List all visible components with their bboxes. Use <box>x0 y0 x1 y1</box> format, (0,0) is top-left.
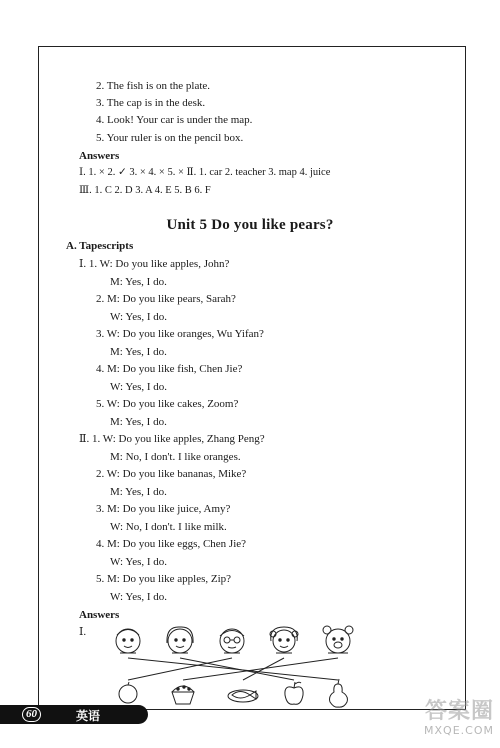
fish-plate-icon <box>228 690 258 702</box>
dialogue-answer: W: Yes, I do. <box>110 311 168 323</box>
match-line <box>128 658 232 680</box>
bear-face-icon <box>323 626 353 653</box>
match-line <box>183 658 338 680</box>
dialogue-answer: M: Yes, I do. <box>110 346 167 358</box>
watermark-text: 答案圈 <box>424 699 494 724</box>
dialogue-question: 3. M: Do you like juice, Amy? <box>96 503 231 515</box>
dialogue-question: Ⅰ. 1. W: Do you like apples, John? <box>79 258 230 270</box>
pear-icon <box>330 679 348 707</box>
subject-label: 英语 <box>76 709 101 723</box>
prev-answers-heading: Answers <box>79 150 120 162</box>
dialogue-question: 5. M: Do you like apples, Zip? <box>96 573 232 585</box>
answers-part-mark: Ⅰ. <box>79 626 87 638</box>
dialogue-question: 2. M: Do you like pears, Sarah? <box>96 293 236 305</box>
dialogue-answer: M: No, I don't. I like oranges. <box>110 451 241 463</box>
dialogue-answer: W: Yes, I do. <box>110 381 168 393</box>
curly-girl-face-icon <box>270 627 298 653</box>
dialogue-question: 4. M: Do you like eggs, Chen Jie? <box>96 538 247 550</box>
apple-icon <box>285 682 303 704</box>
footer-bar <box>0 705 148 724</box>
dialogue-answer: M: Yes, I do. <box>110 416 167 428</box>
dialogue-answer: M: Yes, I do. <box>110 486 167 498</box>
prev-script-line: 2. The fish is on the plate. <box>96 80 211 92</box>
answers-heading: Answers <box>79 609 120 621</box>
dialogue-question: 5. W: Do you like cakes, Zoom? <box>96 398 239 410</box>
prev-script-line: 4. Look! Your car is under the map. <box>96 114 253 126</box>
dialogue-answer: W: Yes, I do. <box>110 556 168 568</box>
dialogue-answer: M: Yes, I do. <box>110 276 167 288</box>
prev-answers-row: Ⅰ. 1. × 2. ✓ 3. × 4. × 5. × Ⅱ. 1. car 2. teacher 3. map 4. juice <box>79 167 331 178</box>
prev-answers-row: Ⅲ. 1. C 2. D 3. A 4. E 5. B 6. F <box>79 185 211 196</box>
matching-illustration <box>98 622 368 708</box>
match-line <box>128 658 338 680</box>
dialogue-answer: W: No, I don't. I like milk. <box>110 521 227 533</box>
dialogue-question: 4. M: Do you like fish, Chen Jie? <box>96 363 243 375</box>
page-number: 60 <box>22 707 41 722</box>
prev-script-line: 3. The cap is in the desk. <box>96 97 206 109</box>
section-heading: A. Tapescripts <box>66 240 134 252</box>
prev-script-line: 5. Your ruler is on the pencil box. <box>96 132 244 144</box>
watermark-logo <box>404 690 496 746</box>
girl-face-icon <box>167 627 193 653</box>
boy-glasses-face-icon <box>220 629 244 653</box>
dialogue-question: 3. W: Do you like oranges, Wu Yifan? <box>96 328 264 340</box>
boy-face-icon <box>116 629 140 653</box>
watermark-url: MXQE.COM <box>424 724 494 737</box>
dialogue-answer: W: Yes, I do. <box>110 591 168 603</box>
unit-title: Unit 5 Do you like pears? <box>166 217 334 233</box>
dialogue-question: 2. W: Do you like bananas, Mike? <box>96 468 247 480</box>
dialogue-question: Ⅱ. 1. W: Do you like apples, Zhang Peng? <box>79 433 265 445</box>
cake-icon <box>172 686 194 704</box>
orange-icon <box>119 682 137 703</box>
